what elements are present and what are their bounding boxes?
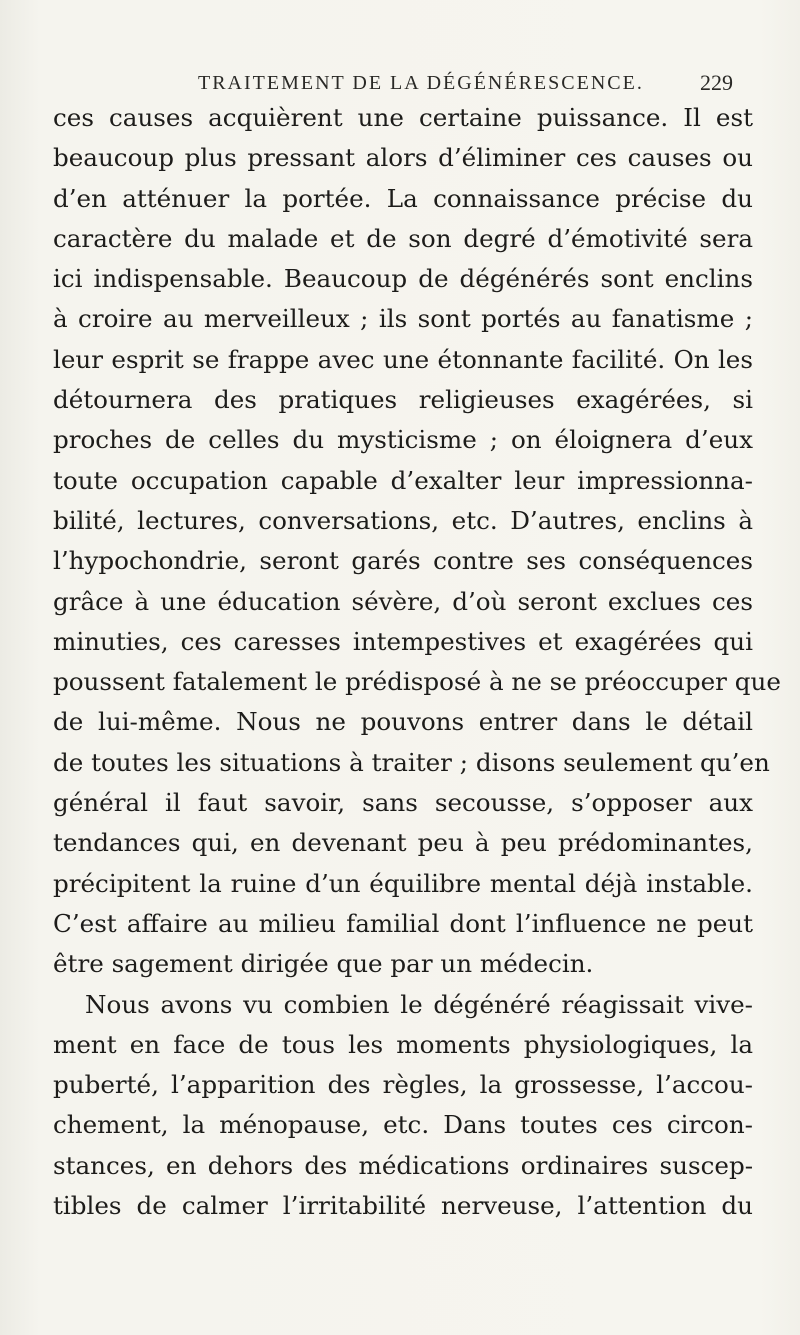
text-line: leur esprit se frappe avec une étonnante facilité. On les [53, 344, 753, 374]
text-line: caractère du malade et de son degré d’émotivité sera [53, 223, 753, 253]
text-line: ces causes acquièrent une certaine puissance. Il est [53, 103, 753, 132]
text-line: ment en face de tous les moments physiologiques, la [53, 1029, 753, 1059]
text-line: général il faut savoir, sans secousse, s’opposer aux [53, 788, 753, 818]
text-line: minuties, ces caresses intempestives et exagérées qui [53, 626, 753, 656]
text-line: proches de celles du mysticisme ; on éloignera d’eux [53, 425, 753, 455]
text-line: beaucoup plus pressant alors d’éliminer ces causes ou [53, 143, 753, 173]
text-line: toute occupation capable d’exalter leur impressionna- [53, 465, 753, 495]
text-line: de lui-même. Nous ne pouvons entrer dans le détail [53, 707, 753, 737]
text-line: de toutes les situations à traiter ; disons seulement qu’en [53, 747, 770, 777]
text-line: tendances qui, en devenant peu à peu prédominantes, [53, 828, 753, 858]
text-line: puberté, l’apparition des règles, la grossesse, l’accou- [53, 1070, 753, 1100]
text-line: tibles de calmer l’irritabilité nerveuse, l’attention du [53, 1191, 753, 1221]
text-line: ici indispensable. Beaucoup de dégénérés sont enclins [53, 264, 753, 294]
text-line: Nous avons vu combien le dégénéré réagissait vive- [85, 989, 753, 1019]
page-number: 229 [700, 70, 733, 95]
text-line: détournera des pratiques religieuses exagérées, si [53, 385, 753, 415]
text-line: bilité, lectures, conversations, etc. D’autres, enclins à [53, 505, 753, 535]
running-head: TRAITEMENT DE LA DÉGÉNÉRESCENCE. [198, 72, 644, 94]
text-line: chement, la ménopause, etc. Dans toutes ces circon- [53, 1110, 753, 1140]
text-line: stances, en dehors des médications ordinaires suscep- [53, 1150, 753, 1180]
text-line: à croire au merveilleux ; ils sont portés au fanatisme ; [53, 304, 753, 334]
text-line: grâce à une éducation sévère, d’où seront exclues ces [53, 586, 753, 616]
text-line: précipitent la ruine d’un équilibre mental déjà instable. [53, 868, 753, 898]
text-line: être sagement dirigée que par un médecin. [53, 949, 594, 979]
text-line: d’en atténuer la portée. La connaissance précise du [53, 183, 753, 213]
text-line: poussent fatalement le prédisposé à ne se préoccuper que [53, 667, 781, 697]
body-text [53, 98, 781, 1226]
text-line: l’hypochondrie, seront garés contre ses conséquences [53, 546, 753, 576]
text-line: C’est affaire au milieu familial dont l’influence ne peut [53, 908, 753, 938]
